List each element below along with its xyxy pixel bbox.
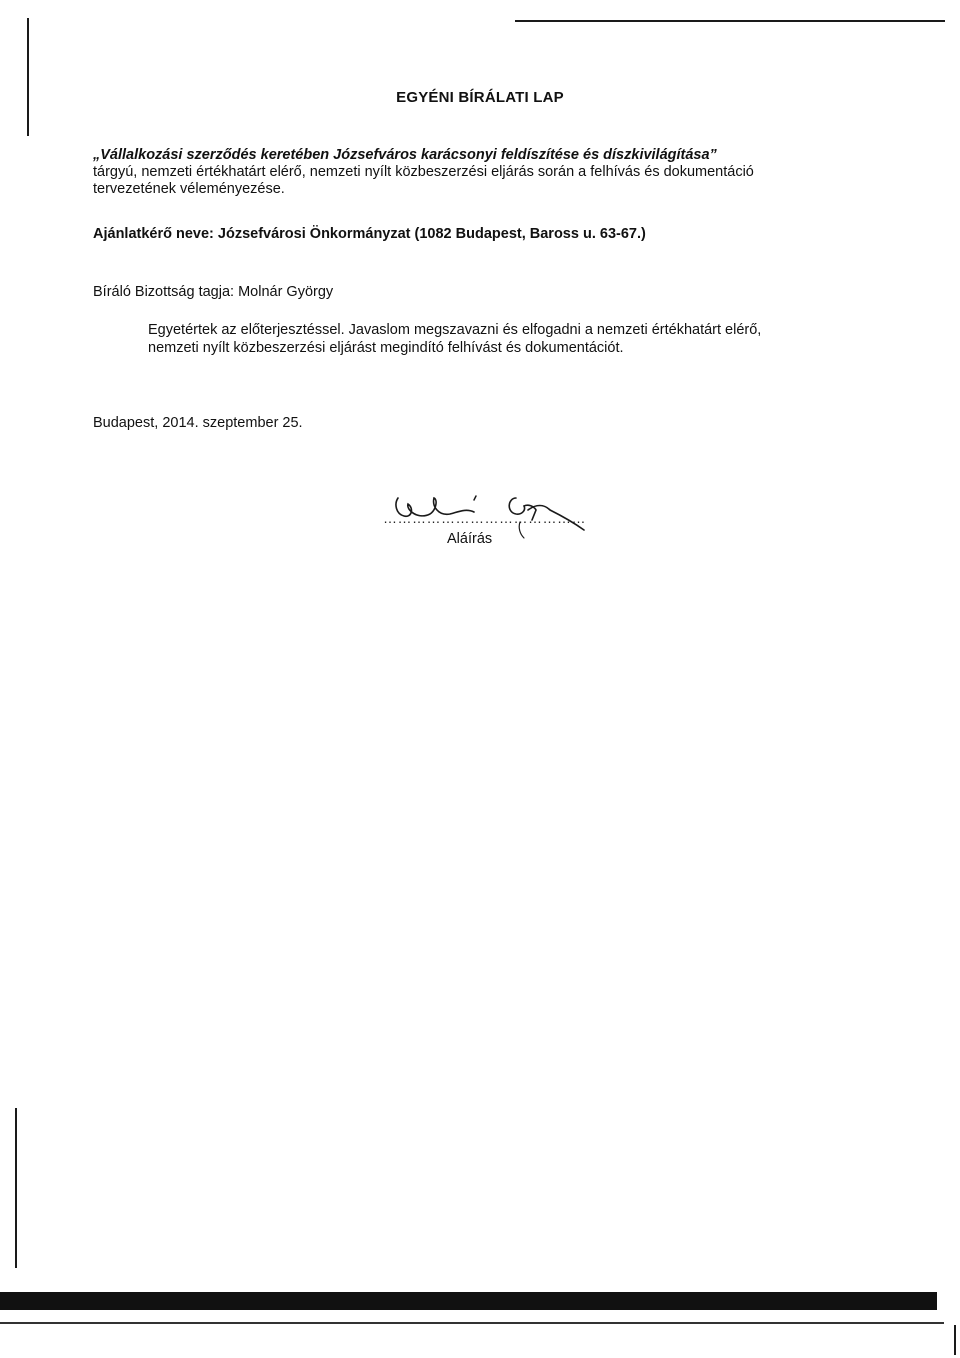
subject-block (93, 147, 893, 198)
page-title: EGYÉNI BÍRÁLATI LAP (396, 89, 564, 106)
scan-edge-left (27, 18, 29, 136)
scan-bottom-bar (0, 1292, 937, 1310)
scan-edge-top (515, 20, 945, 22)
scan-edge-left-lower (15, 1108, 17, 1268)
place-and-date: Budapest, 2014. szeptember 25. (93, 415, 303, 431)
subject-line: tárgyú, nemzeti értékhatárt elérő, nemzeti nyílt közbeszerzési eljárás során a felhívás és dokumentáció (93, 164, 754, 180)
signature-line: …………………………………… (383, 510, 586, 526)
signature-label: Aláírás (447, 531, 493, 547)
scan-edge-right (954, 1325, 956, 1355)
scan-bottom-line (0, 1322, 944, 1324)
subject-title: „Vállalkozási szerződés keretében Józsefváros karácsonyi feldíszítése és díszkivilágítása” (93, 147, 717, 163)
signature-block (378, 490, 598, 560)
committee-member: Bíráló Bizottság tagja: Molnár György (93, 284, 334, 300)
opinion-line: nemzeti nyílt közbeszerzési eljárást megindító felhívást és dokumentációt. (148, 340, 624, 356)
opinion-line: Egyetértek az előterjesztéssel. Javaslom megszavazni és elfogadni a nemzeti értékhatárt elérő, (148, 322, 762, 338)
subject-line: tervezetének véleményezése. (93, 181, 285, 197)
opinion-text (148, 321, 888, 357)
requester-name: Ajánlatkérő neve: Józsefvárosi Önkormányzat (1082 Budapest, Baross u. 63-67.) (93, 226, 646, 242)
